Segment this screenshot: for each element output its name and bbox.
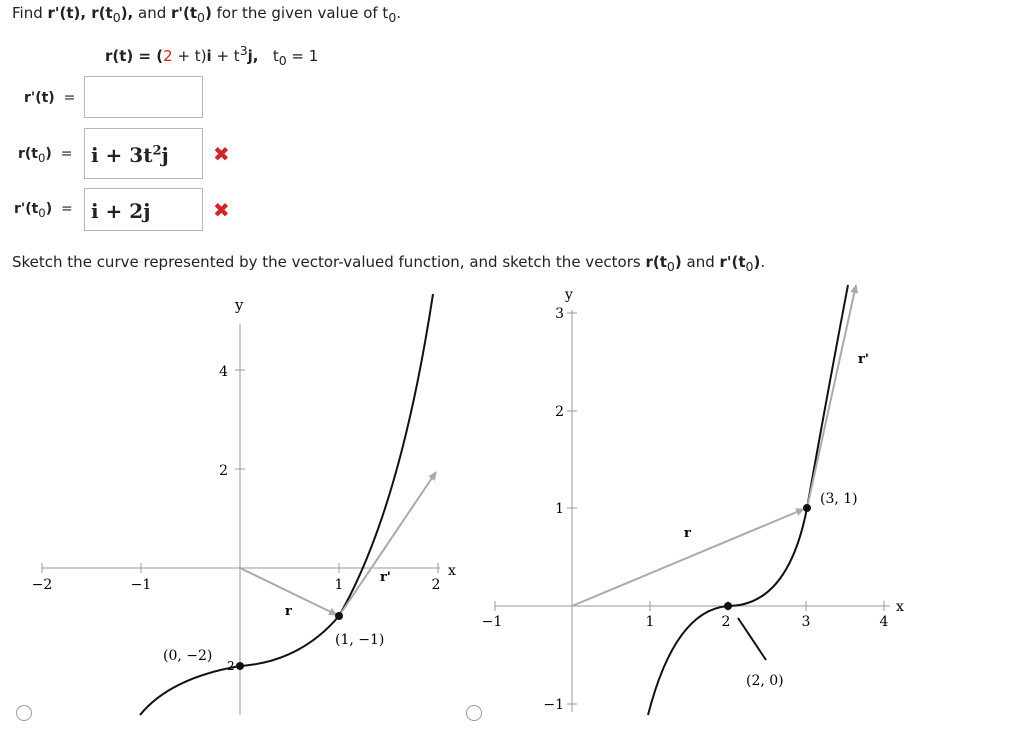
vector-rprime-label: r' bbox=[380, 570, 391, 585]
y-tick-label: 2 bbox=[555, 404, 564, 420]
y-tick-label: 4 bbox=[219, 364, 228, 380]
point-label: (1, −1) bbox=[335, 632, 385, 648]
x-tick-label: −1 bbox=[130, 577, 152, 593]
vector-rprime bbox=[339, 472, 436, 616]
graph-option-2 bbox=[470, 280, 910, 720]
x-tick-label: 4 bbox=[879, 614, 889, 630]
rprime-t-input[interactable] bbox=[84, 76, 203, 118]
point-t0 bbox=[803, 504, 811, 512]
point-t0 bbox=[335, 612, 343, 620]
point-2-0 bbox=[724, 602, 732, 610]
point-origin-curve bbox=[236, 662, 244, 670]
question-text: Find r'(t), $r(t_0)$, and $r'(t_0)$ for the given value of $t_0$. bbox=[12, 4, 402, 25]
rprime-t0-input[interactable]: i + 2j bbox=[84, 188, 203, 231]
curve bbox=[645, 285, 848, 715]
rprime-t0-label: $r'(t_0)$ = bbox=[14, 201, 73, 220]
x-tick-label: 2 bbox=[721, 614, 731, 630]
y-tick-label: 2 bbox=[219, 463, 228, 479]
x-axis-label: x bbox=[448, 563, 456, 579]
y-tick-label: 3 bbox=[555, 306, 564, 322]
rprime-t-label: r'(t) = bbox=[24, 90, 76, 106]
x-tick-label: −2 bbox=[31, 577, 53, 593]
incorrect-icon: ✖ bbox=[213, 142, 230, 166]
callout-line bbox=[738, 618, 766, 660]
y-axis-label: y bbox=[565, 287, 573, 303]
x-tick-label: 1 bbox=[334, 577, 344, 593]
vector-r-label: r bbox=[684, 526, 691, 541]
incorrect-icon: ✖ bbox=[213, 198, 230, 222]
radio-option-1[interactable] bbox=[16, 705, 32, 721]
point-label: (2, 0) bbox=[746, 673, 784, 689]
y-tick-label: 2 bbox=[227, 659, 235, 673]
y-axis-label: y bbox=[235, 296, 244, 314]
x-tick-label: 1 bbox=[645, 614, 655, 630]
vector-r-label: r bbox=[285, 604, 292, 619]
graph-option-1 bbox=[0, 280, 470, 720]
x-axis-label: x bbox=[896, 599, 904, 615]
point-label: (3, 1) bbox=[820, 491, 858, 507]
radio-option-2[interactable] bbox=[466, 705, 482, 721]
y-tick-label: −1 bbox=[543, 697, 564, 713]
point-label: (0, −2) bbox=[163, 648, 213, 664]
vector-rprime bbox=[807, 285, 856, 508]
y-tick-label: 1 bbox=[555, 501, 564, 517]
sketch-instruction: Sketch the curve represented by the vector-valued function, and sketch the vectors $r(t_0)$ and $r'(t_0)$. bbox=[12, 253, 766, 274]
vector-rprime-label: r' bbox=[858, 352, 869, 367]
x-tick-label: 2 bbox=[431, 577, 441, 593]
r-t0-input[interactable]: $i + 3t^2j$ bbox=[84, 128, 203, 179]
given-equation: $r(t) = (2 + t)i + t^3j$, $t_0 = 1$ bbox=[105, 43, 319, 68]
x-tick-label: −1 bbox=[481, 614, 503, 630]
x-tick-label: 3 bbox=[801, 614, 811, 630]
r-t0-label: $r(t_0)$ = bbox=[18, 146, 73, 165]
